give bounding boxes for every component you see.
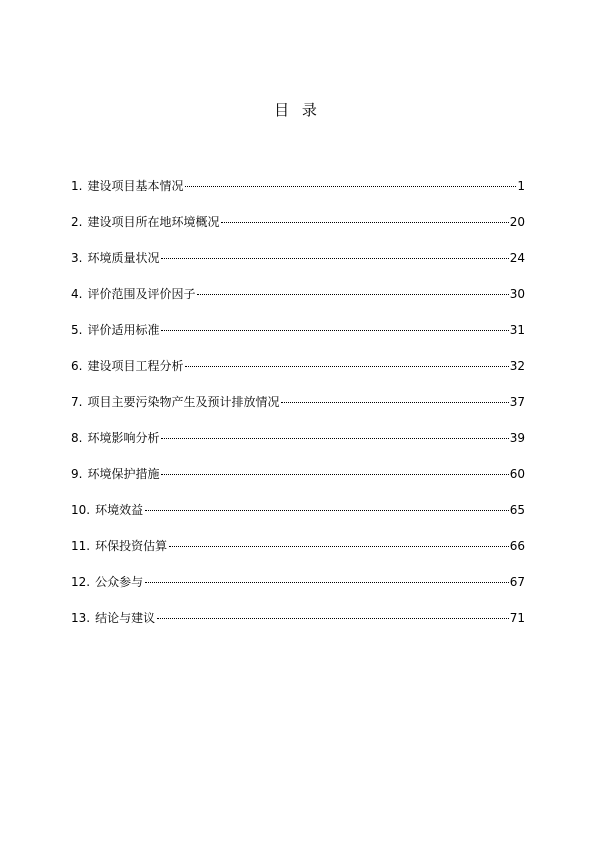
toc-entry-page: 1 bbox=[517, 179, 525, 193]
toc-entry-11[interactable] bbox=[71, 537, 525, 573]
dot-leader bbox=[197, 294, 508, 295]
toc-entry-number: 7. bbox=[71, 395, 83, 409]
toc-entry-7[interactable] bbox=[71, 393, 525, 429]
toc-entry-text: 环保投资估算 bbox=[95, 539, 168, 553]
dot-leader bbox=[145, 582, 509, 583]
toc-entry-text: 环境保护措施 bbox=[87, 467, 160, 481]
toc-entry-number: 12. bbox=[71, 575, 91, 589]
toc-entry-number: 5. bbox=[71, 323, 83, 337]
dot-leader bbox=[185, 186, 516, 187]
dot-leader bbox=[157, 618, 509, 619]
toc-entry-6[interactable] bbox=[71, 357, 525, 393]
toc-entry-page: 20 bbox=[509, 215, 525, 229]
toc-entry-page: 66 bbox=[509, 539, 525, 553]
toc-entry-9[interactable] bbox=[71, 465, 525, 501]
toc-entry-number: 9. bbox=[71, 467, 83, 481]
toc-entry-2[interactable] bbox=[71, 213, 525, 249]
toc-entry-8[interactable] bbox=[71, 429, 525, 465]
toc-entry-5[interactable] bbox=[71, 321, 525, 357]
toc-title: 目 录 bbox=[274, 101, 321, 119]
toc-entry-text: 建设项目工程分析 bbox=[87, 359, 184, 373]
toc-entry-text: 评价范围及评价因子 bbox=[87, 287, 196, 301]
toc-entry-4[interactable] bbox=[71, 285, 525, 321]
toc-entry-text: 环境影响分析 bbox=[87, 431, 160, 445]
toc-entry-text: 项目主要污染物产生及预计排放情况 bbox=[87, 395, 280, 409]
toc-entry-text: 建设项目所在地环境概况 bbox=[87, 215, 220, 229]
toc-entry-number: 2. bbox=[71, 215, 83, 229]
toc-entry-number: 3. bbox=[71, 251, 83, 265]
toc-entry-page: 67 bbox=[509, 575, 525, 589]
toc-entry-12[interactable] bbox=[71, 573, 525, 609]
toc-entry-number: 11. bbox=[71, 539, 91, 553]
toc-entry-number: 13. bbox=[71, 611, 91, 625]
dot-leader bbox=[169, 546, 509, 547]
toc-entry-page: 60 bbox=[509, 467, 525, 481]
toc-entry-page: 37 bbox=[509, 395, 525, 409]
toc-entry-text: 结论与建议 bbox=[95, 611, 156, 625]
toc-entry-1[interactable] bbox=[71, 177, 525, 213]
toc-entry-page: 71 bbox=[509, 611, 525, 625]
toc-entry-10[interactable] bbox=[71, 501, 525, 537]
toc-entry-text: 评价适用标准 bbox=[87, 323, 160, 337]
dot-leader bbox=[145, 510, 509, 511]
toc-entry-text: 环境效益 bbox=[95, 503, 144, 517]
dot-leader bbox=[185, 366, 508, 367]
toc-entry-3[interactable] bbox=[71, 249, 525, 285]
dot-leader bbox=[161, 258, 508, 259]
toc-entry-number: 8. bbox=[71, 431, 83, 445]
toc-entry-page: 31 bbox=[509, 323, 525, 337]
dot-leader bbox=[221, 222, 508, 223]
toc-entry-page: 30 bbox=[509, 287, 525, 301]
toc-entry-text: 建设项目基本情况 bbox=[87, 179, 184, 193]
toc-entry-page: 24 bbox=[509, 251, 525, 265]
dot-leader bbox=[161, 474, 508, 475]
toc-entry-text: 环境质量状况 bbox=[87, 251, 160, 265]
toc-entry-number: 10. bbox=[71, 503, 91, 517]
dot-leader bbox=[161, 438, 508, 439]
toc-entry-number: 6. bbox=[71, 359, 83, 373]
toc-entry-number: 1. bbox=[71, 179, 83, 193]
toc-entry-13[interactable] bbox=[71, 609, 525, 645]
dot-leader bbox=[161, 330, 508, 331]
toc-entry-text: 公众参与 bbox=[95, 575, 144, 589]
dot-leader bbox=[281, 402, 508, 403]
toc-entry-number: 4. bbox=[71, 287, 83, 301]
toc-entry-page: 32 bbox=[509, 359, 525, 373]
toc-entry-page: 65 bbox=[509, 503, 525, 517]
table-of-contents bbox=[71, 177, 525, 645]
toc-entry-page: 39 bbox=[509, 431, 525, 445]
